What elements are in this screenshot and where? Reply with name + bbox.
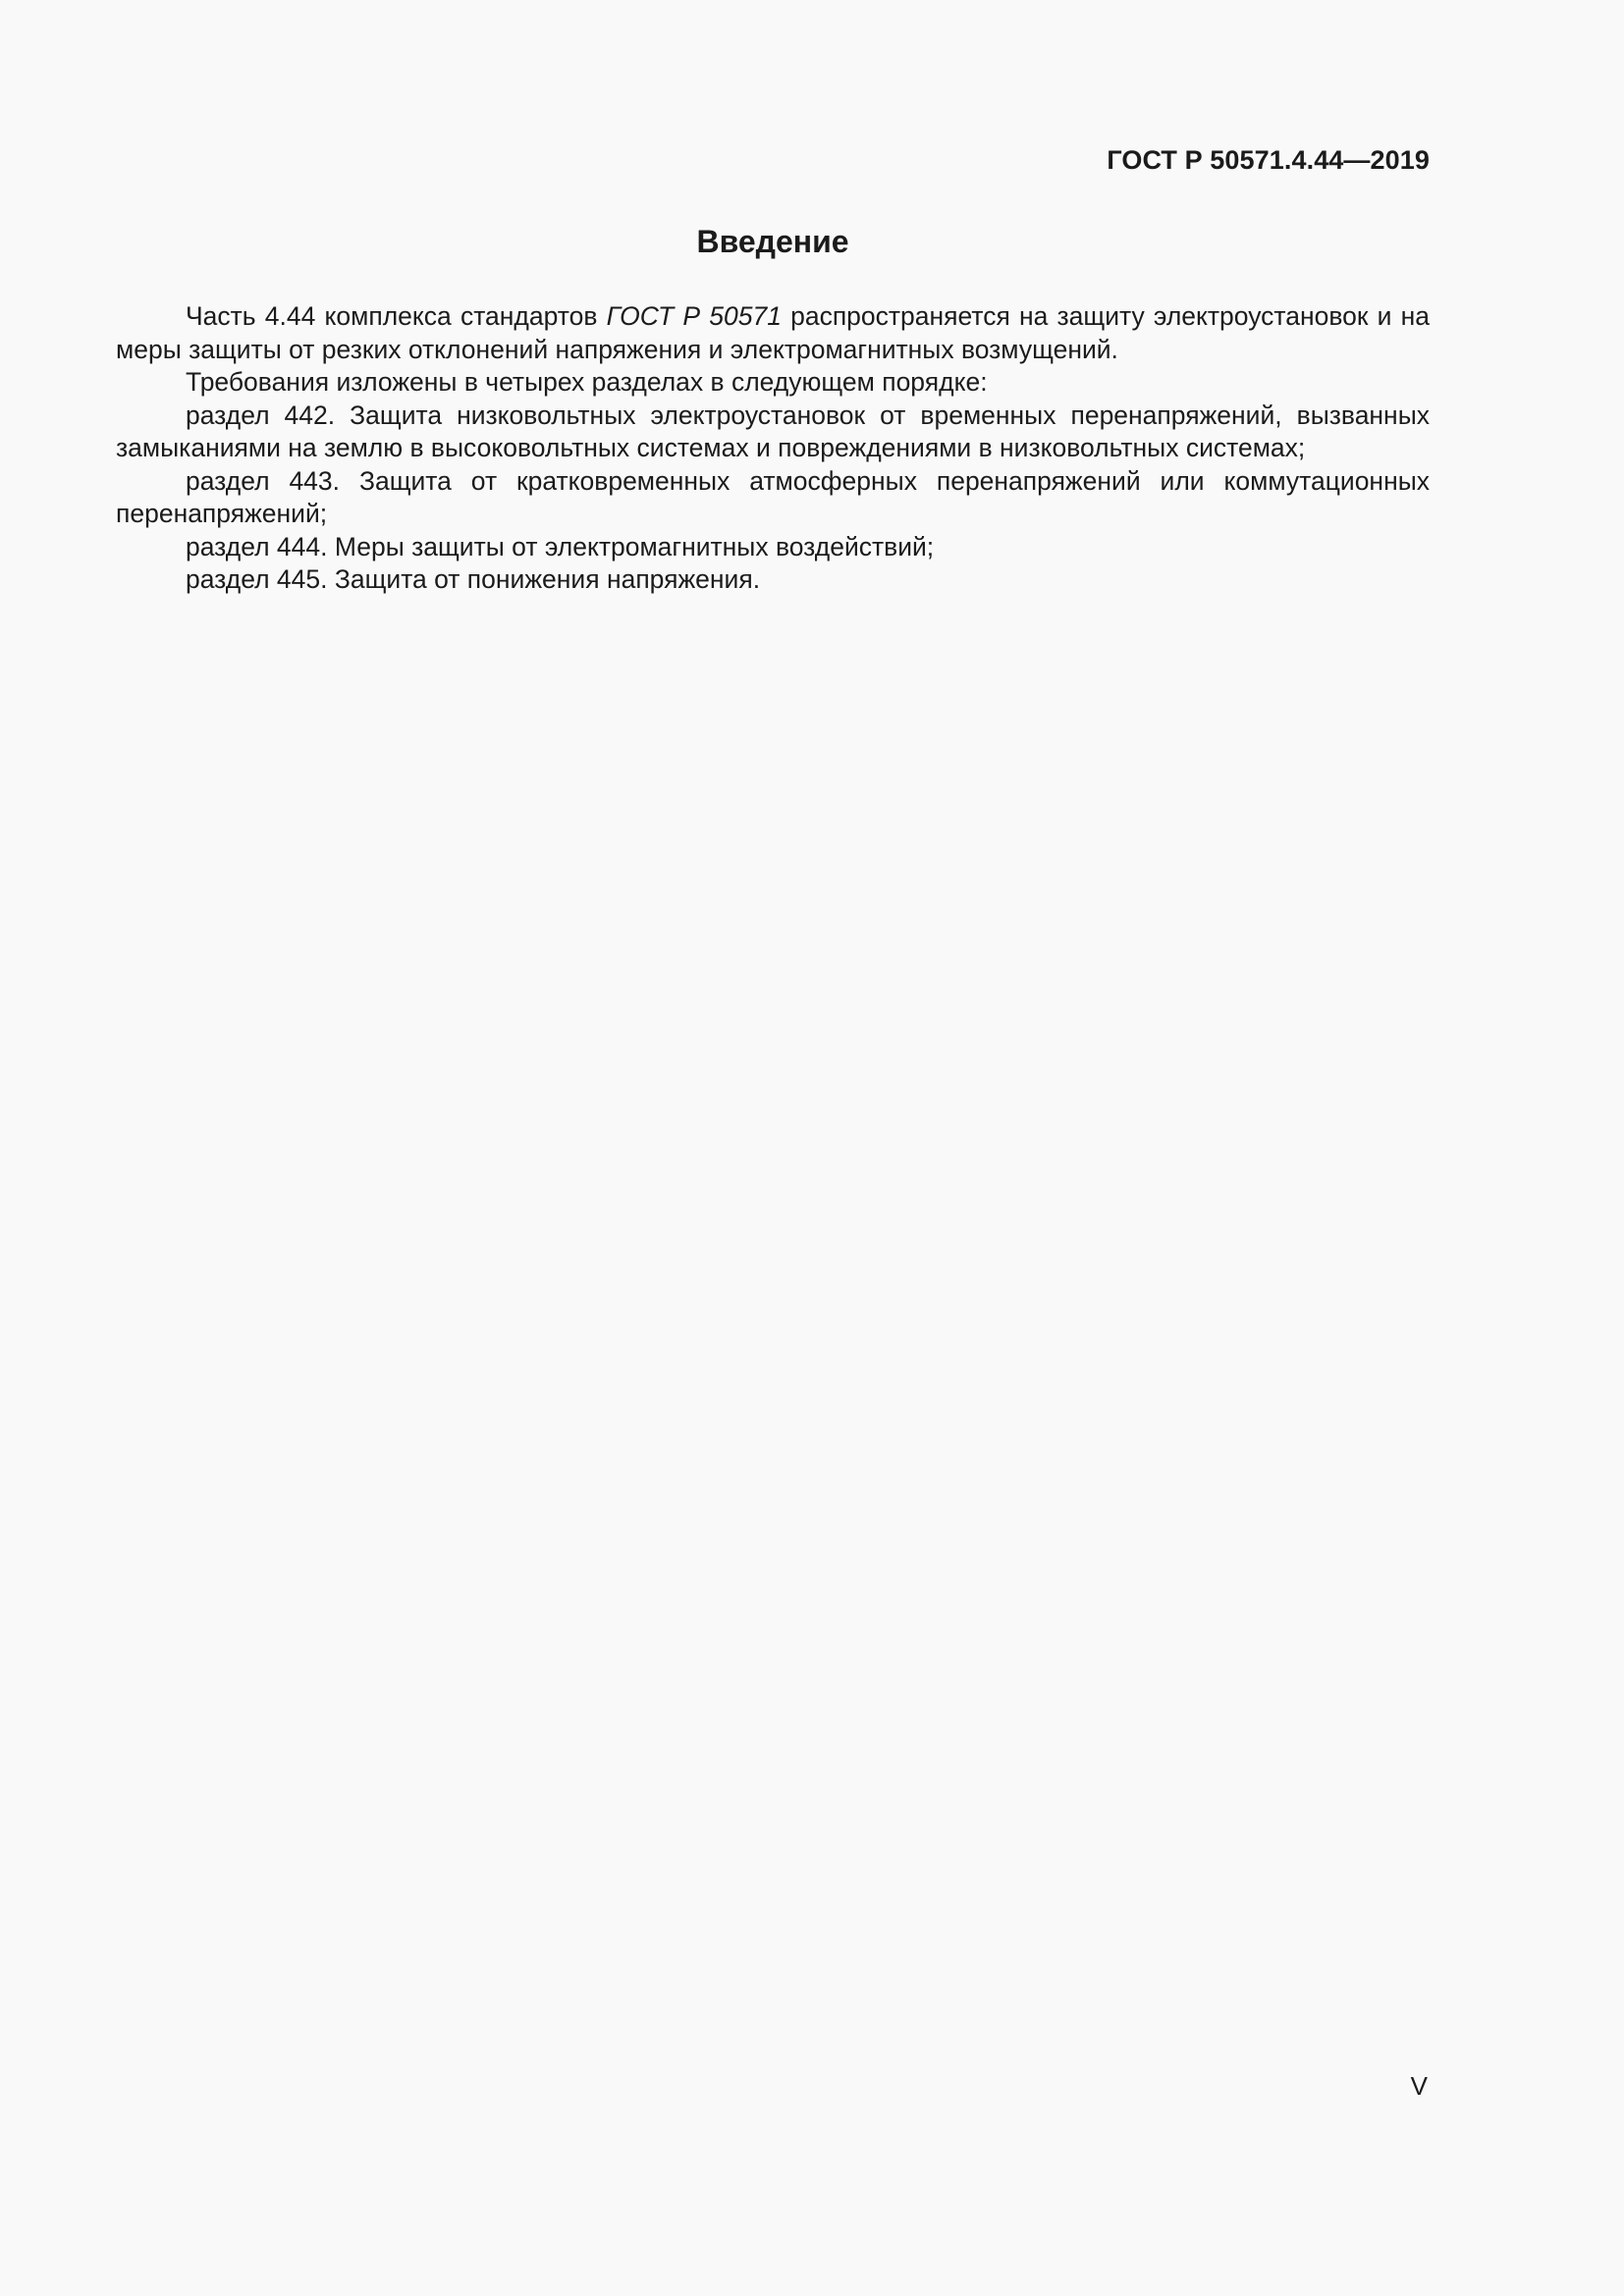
- section-item: [116, 400, 1430, 465]
- intro-text-start: Часть 4.44 комплекса стандартов: [186, 301, 607, 331]
- page-number: V: [1410, 2071, 1428, 2101]
- section-text: Защита низковольтных электроустановок от временных перенапряжений, вызванных замыканиями на землю в высоковольтных системах и повреждениями в низковольтных системах;: [116, 400, 1430, 462]
- section-number: раздел 444.: [186, 531, 328, 561]
- section-number: раздел 442.: [186, 400, 336, 430]
- introduction-body: [116, 300, 1430, 597]
- section-number: раздел 443.: [186, 465, 341, 496]
- section-item: [116, 563, 1430, 597]
- section-text: Защита от кратковременных атмосферных перенапряжений или коммутационных перенапряжений;: [116, 465, 1430, 528]
- intro-paragraph: [116, 300, 1430, 366]
- section-number: раздел 445.: [186, 564, 328, 594]
- section-item: [116, 465, 1430, 531]
- section-text: Защита от понижения напряжения.: [334, 564, 761, 594]
- document-code: ГОСТ Р 50571.4.44—2019: [1107, 145, 1430, 175]
- standard-reference: ГОСТ Р 50571: [606, 301, 782, 331]
- section-text: Меры защиты от электромагнитных воздействий;: [334, 531, 935, 561]
- section-item: [116, 531, 1430, 564]
- page-title: Введение: [696, 224, 849, 259]
- requirements-intro: Требования изложены в четырех разделах в следующем порядке:: [186, 367, 988, 397]
- intro-text-end: распространяется на защиту электроустановок и на меры защиты от резких отклонений напряжения и электромагнитных возмущений.: [116, 301, 1431, 364]
